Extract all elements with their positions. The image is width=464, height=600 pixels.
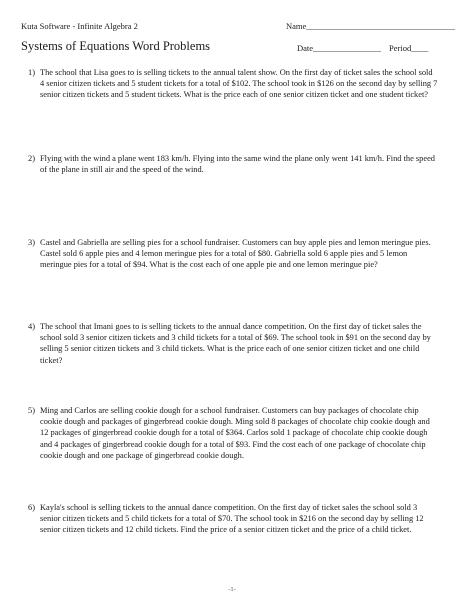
problem-text: Castel and Gabriella are selling pies for a school fundraiser. Customers can buy apple pies and lemon meringue pies. Castel sold 6 apple pies and 4 lemon meringue pies for a total of $80. Gabriella sold 6 apple pies and 5 lemon meringue pies for a total of $94. What is the cost each of one apple pie and one lemon meringue pie?	[40, 238, 431, 270]
problem-number: 4)	[28, 322, 35, 331]
problem-6	[28, 502, 438, 536]
problem-number: 1)	[28, 68, 35, 77]
problem-text: Flying with the wind a plane went 183 km/h. Flying into the same wind the plane only went 141 km/h. Find the speed of the plane in still air and the speed of the wind.	[40, 154, 435, 175]
software-label: Kuta Software - Infinite Algebra 2	[21, 21, 138, 31]
problem-1	[28, 67, 438, 101]
problem-text: The school that Imani goes to is selling tickets to the annual dance competition. On the first day of ticket sales the school sold 3 senior citizen tickets and 3 child tickets for a total of $69. The school took in $91 on the second day by selling 5 senior citizen tickets and 3 child tickets. What is the price each of one senior citizen ticket and one child ticket?	[40, 322, 431, 365]
problem-5	[28, 405, 438, 461]
name-field: Name___________________________________	[286, 21, 456, 31]
problem-4	[28, 321, 438, 366]
title-row	[21, 39, 443, 57]
worksheet-header	[21, 21, 456, 35]
problem-3	[28, 237, 438, 271]
problem-text: Kayla's school is selling tickets to the annual dance competition. On the first day of ticket sales the school sold 3 senior citizen tickets and 5 child tickets for a total of $70. The school took in $216 on the second day by selling 12 senior citizen tickets and 12 child tickets. Find the price of a senior citizen ticket and the price of a child ticket.	[40, 503, 424, 535]
problem-number: 2)	[28, 154, 35, 163]
page-number: -1-	[228, 586, 236, 593]
problem-number: 3)	[28, 238, 35, 247]
problem-text: Ming and Carlos are selling cookie dough for a school fundraiser. Customers can buy packages of chocolate chip cookie dough and packages of gingerbread cookie dough. Ming sold 8 packages of chocolate chip cookie dough and 12 packages of gingerbread cookie dough for a total of $364. Carlos sold 1 package of chocolate chip cookie dough and 4 packages of gingerbread cookie dough for a total of $93. Find the cost each of one package of chocolate chip cookie dough and one package of gingerbread cookie dough.	[40, 406, 430, 460]
date-field: Date________________	[297, 43, 382, 53]
period-field: Period____	[389, 43, 429, 53]
page-title: Systems of Equations Word Problems	[21, 39, 211, 53]
problem-text: The school that Lisa goes to is selling tickets to the annual talent show. On the first day of ticket sales the school sold 4 senior citizen tickets and 5 student tickets for a total of $102. The school took in $126 on the second day by selling 7 senior citizen tickets and 5 student tickets. What is the price each of one senior citizen ticket and one student ticket?	[40, 68, 438, 100]
problem-2	[28, 153, 438, 175]
problem-number: 5)	[28, 406, 35, 415]
problem-number: 6)	[28, 503, 35, 512]
